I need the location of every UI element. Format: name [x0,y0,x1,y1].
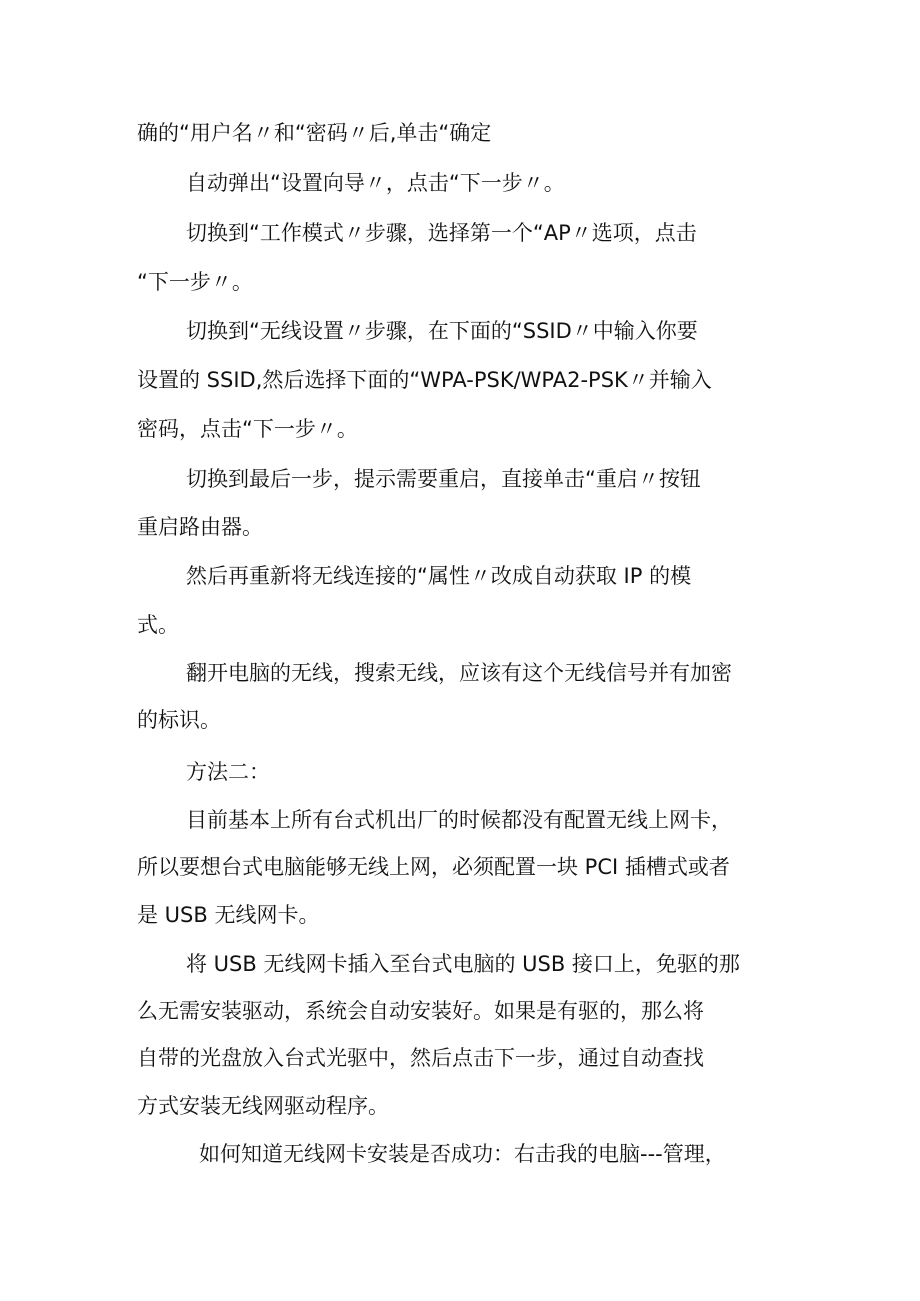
text-line-1: 确的“用户名〃和“密码〃后,单击“确定 [137,121,492,145]
text-line-13: 的标识。 [137,708,221,732]
text-line-15: 目前基本上所有台式机出厂的时候都没有配置无线上网卡， [186,808,732,832]
text-line-18: 将 USB 无线网卡插入至台式电脑的 USB 接口上，免驱的那 [186,952,740,976]
text-line-12: 翻开电脑的无线，搜索无线，应该有这个无线信号并有加密 [186,661,732,685]
text-line-22: 如何知道无线网卡安装是否成功：右击我的电脑---管理， [199,1142,726,1166]
text-line-8: 切换到最后一步，提示需要重启，直接单击“重启〃按钮 [186,467,701,491]
text-line-11: 式。 [137,613,179,637]
text-line-19: 么无需安装驱动，系统会自动安装好。如果是有驱的，那么将 [137,999,704,1023]
text-line-14: 方法二： [186,760,270,784]
text-line-5: 切换到“无线设置〃步骤，在下面的“SSID〃中输入你要 [186,319,698,343]
text-line-20: 自带的光盘放入台式光驱中，然后点击下一步，通过自动查找 [137,1046,704,1070]
text-line-10: 然后再重新将无线连接的“属性〃改成自动获取 IP 的模 [186,564,692,588]
text-line-7: 密码，点击“下一步〃。 [137,417,358,441]
text-line-6: 设置的 SSID,然后选择下面的“WPA-PSK/WPA2-PSK〃并输入 [137,368,712,392]
text-line-4: “下一步〃。 [137,270,253,294]
text-line-21: 方式安装无线网驱动程序。 [137,1094,389,1118]
text-line-17: 是 USB 无线网卡。 [137,903,320,927]
text-line-16: 所以要想台式电脑能够无线上网，必须配置一块 PCI 插槽式或者 [137,855,730,879]
text-line-2: 自动弹出“设置向导〃，点击“下一步〃。 [186,171,565,195]
text-line-9: 重启路由器。 [137,515,263,539]
text-line-3: 切换到“工作模式〃步骤，选择第一个“AP〃选项，点击 [186,221,697,245]
